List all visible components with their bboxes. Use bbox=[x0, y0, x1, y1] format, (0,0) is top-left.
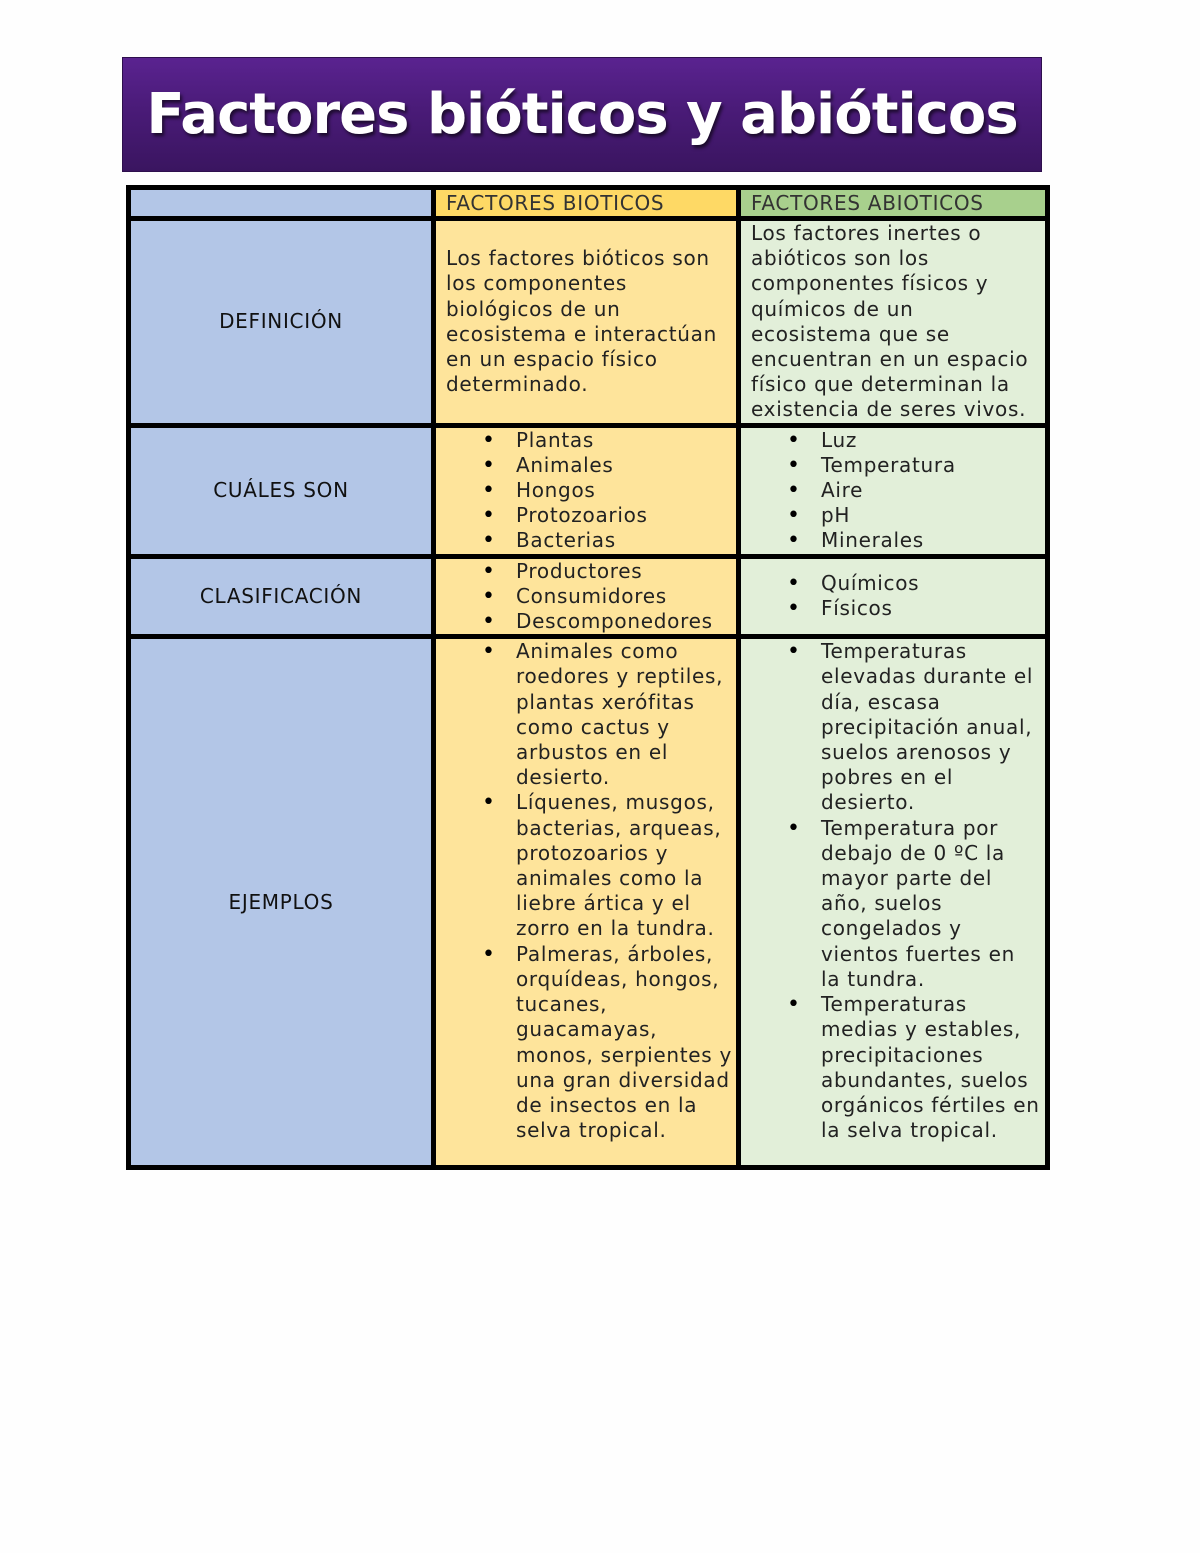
definicion-bioticos: Los factores bióticos son los componentes biológicos de un ecosistema e interactúan en un espacio físico determinado. bbox=[434, 219, 739, 426]
list-item: • Físicos bbox=[821, 596, 1041, 621]
ejemplos-abioticos bbox=[739, 637, 1048, 1168]
list-item: • Consumidores bbox=[516, 584, 732, 609]
comparison-table bbox=[126, 185, 1050, 1170]
ejemplos-abioticos-list bbox=[741, 639, 1045, 1143]
list-item: • Temperatura bbox=[821, 453, 1041, 478]
ejemplos-bioticos-list bbox=[436, 639, 736, 1143]
row-ejemplos bbox=[129, 637, 1048, 1168]
list-item: • Temperaturas medias y estables, precipitaciones abundantes, suelos orgánicos fértiles en la selva tropical. bbox=[821, 992, 1041, 1143]
list-item: • Minerales bbox=[821, 528, 1041, 553]
list-item: • Temperatura por debajo de 0 ºC la mayor parte del año, suelos congelados y vientos fuertes en la tundra. bbox=[821, 816, 1041, 992]
header-row bbox=[129, 188, 1048, 219]
list-item: • Productores bbox=[516, 559, 732, 584]
label-clasificacion: CLASIFICACIÓN bbox=[129, 556, 434, 637]
list-item: • Protozoarios bbox=[516, 503, 732, 528]
cuales-abioticos-list bbox=[741, 428, 1045, 554]
list-item: • Bacterias bbox=[516, 528, 732, 553]
list-item: • Plantas bbox=[516, 428, 732, 453]
clasificacion-bioticos-list bbox=[436, 559, 736, 635]
list-item: • Líquenes, musgos, bacterias, arqueas, protozoarios y animales como la liebre ártica y el zorro en la tundra. bbox=[516, 790, 732, 941]
clasificacion-abioticos bbox=[739, 556, 1048, 637]
definicion-abioticos: Los factores inertes o abióticos son los componentes físicos y químicos de un ecosistema que se encuentran en un espacio físico que determinan la existencia de seres vivos. bbox=[739, 219, 1048, 426]
header-blank-cell bbox=[129, 188, 434, 219]
list-item: • Luz bbox=[821, 428, 1041, 453]
cuales-bioticos-list bbox=[436, 428, 736, 554]
header-bioticos: FACTORES BIOTICOS bbox=[434, 188, 739, 219]
list-item: • Hongos bbox=[516, 478, 732, 503]
row-cuales-son bbox=[129, 425, 1048, 556]
header-abioticos: FACTORES ABIOTICOS bbox=[739, 188, 1048, 219]
list-item: • Palmeras, árboles, orquídeas, hongos, tucanes, guacamayas, monos, serpientes y una gran diversidad de insectos en la selva tropical. bbox=[516, 942, 732, 1144]
list-item: • pH bbox=[821, 503, 1041, 528]
list-item: • Animales bbox=[516, 453, 732, 478]
row-definicion bbox=[129, 219, 1048, 426]
row-clasificacion bbox=[129, 556, 1048, 637]
label-cuales-son: CUÁLES SON bbox=[129, 425, 434, 556]
list-item: • Aire bbox=[821, 478, 1041, 503]
title-banner bbox=[122, 57, 1042, 172]
list-item: • Descomponedores bbox=[516, 609, 732, 634]
ejemplos-bioticos bbox=[434, 637, 739, 1168]
list-item: • Temperaturas elevadas durante el día, escasa precipitación anual, suelos arenosos y pobres en el desierto. bbox=[821, 639, 1041, 815]
cuales-bioticos bbox=[434, 425, 739, 556]
page-title: Factores bióticos y abióticos bbox=[146, 82, 1018, 147]
clasificacion-bioticos bbox=[434, 556, 739, 637]
clasificacion-abioticos-list bbox=[741, 571, 1045, 621]
list-item: • Químicos bbox=[821, 571, 1041, 596]
list-item: • Animales como roedores y reptiles, plantas xerófitas como cactus y arbustos en el desierto. bbox=[516, 639, 732, 790]
cuales-abioticos bbox=[739, 425, 1048, 556]
label-ejemplos: EJEMPLOS bbox=[129, 637, 434, 1168]
label-definicion: DEFINICIÓN bbox=[129, 219, 434, 426]
